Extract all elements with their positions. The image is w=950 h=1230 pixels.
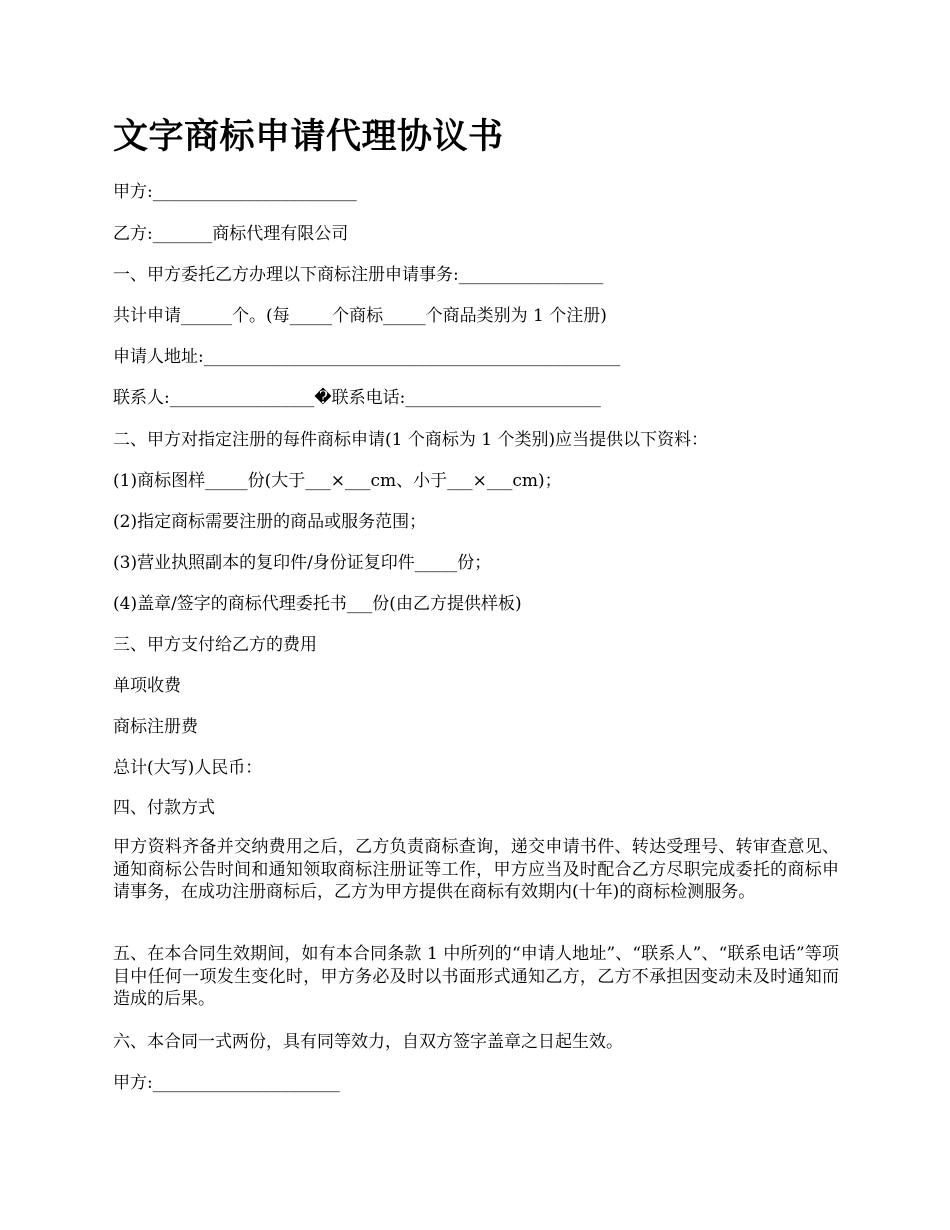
clause-four-heading: 四、付款方式 xyxy=(113,798,215,818)
party-b-line: 乙方:_______商标代理有限公司 xyxy=(113,224,349,244)
material-item-1: (1)商标图样_____份(大于___×___cm、小于___×___cm)； xyxy=(113,471,562,491)
clause-two-line: 二、甲方对指定注册的每件商标申请(1 个商标为 1 个类别)应当提供以下资料： xyxy=(113,430,709,450)
payment-paragraph: 甲方资料齐备并交纳费用之后，乙方负责商标查询，递交申请书件、转达受理号、转审查意见、通知商标公告时间和通知领取商标注册证等工作，甲方应当及时配合乙方尽职完成委托的商标申请事务，在成功注册商标后，乙方为甲方提供在商标有效期内(十年)的商标检测服务。 xyxy=(113,837,839,902)
applicant-address-line: 申请人地址:_________________________________________________ xyxy=(113,347,621,367)
registration-fee-line: 商标注册费 xyxy=(113,717,198,737)
party-a-line: 甲方:________________________ xyxy=(113,182,357,202)
signature-party-a-line: 甲方:______________________ xyxy=(113,1073,340,1093)
clause-three-heading: 三、甲方支付给乙方的费用 xyxy=(113,635,317,655)
clause-one-line: 一、甲方委托乙方办理以下商标注册申请事务:_________________ xyxy=(113,265,604,285)
clause-six-line: 六、本合同一式两份，具有同等效力，自双方签字盖章之日起生效。 xyxy=(113,1032,623,1052)
clause-five-paragraph: 五、在本合同生效期间，如有本合同条款 1 中所列的“申请人地址”、“联系人”、“联系电话”等项目中任何一项发生变化时，甲方务必及时以书面形式通知乙方，乙方不承担因变动未及时通知而造成的后果。 xyxy=(113,944,839,1009)
document-title: 文字商标申请代理协议书 xyxy=(113,116,504,157)
total-amount-line: 总计(大写)人民币： xyxy=(113,758,263,778)
contact-line: 联系人:_________________�联系电话:_______________________ xyxy=(113,388,601,408)
material-item-2: (2)指定商标需要注册的商品或服务范围； xyxy=(113,512,427,532)
application-count-line: 共计申请______个。(每_____个商标_____个商品类别为 1 个注册) xyxy=(113,306,607,326)
material-item-4: (4)盖章/签字的商标代理委托书___份(由乙方提供样板) xyxy=(113,594,522,614)
material-item-3: (3)营业执照副本的复印件/身份证复印件_____份； xyxy=(113,553,492,573)
single-fee-line: 单项收费 xyxy=(113,676,181,696)
